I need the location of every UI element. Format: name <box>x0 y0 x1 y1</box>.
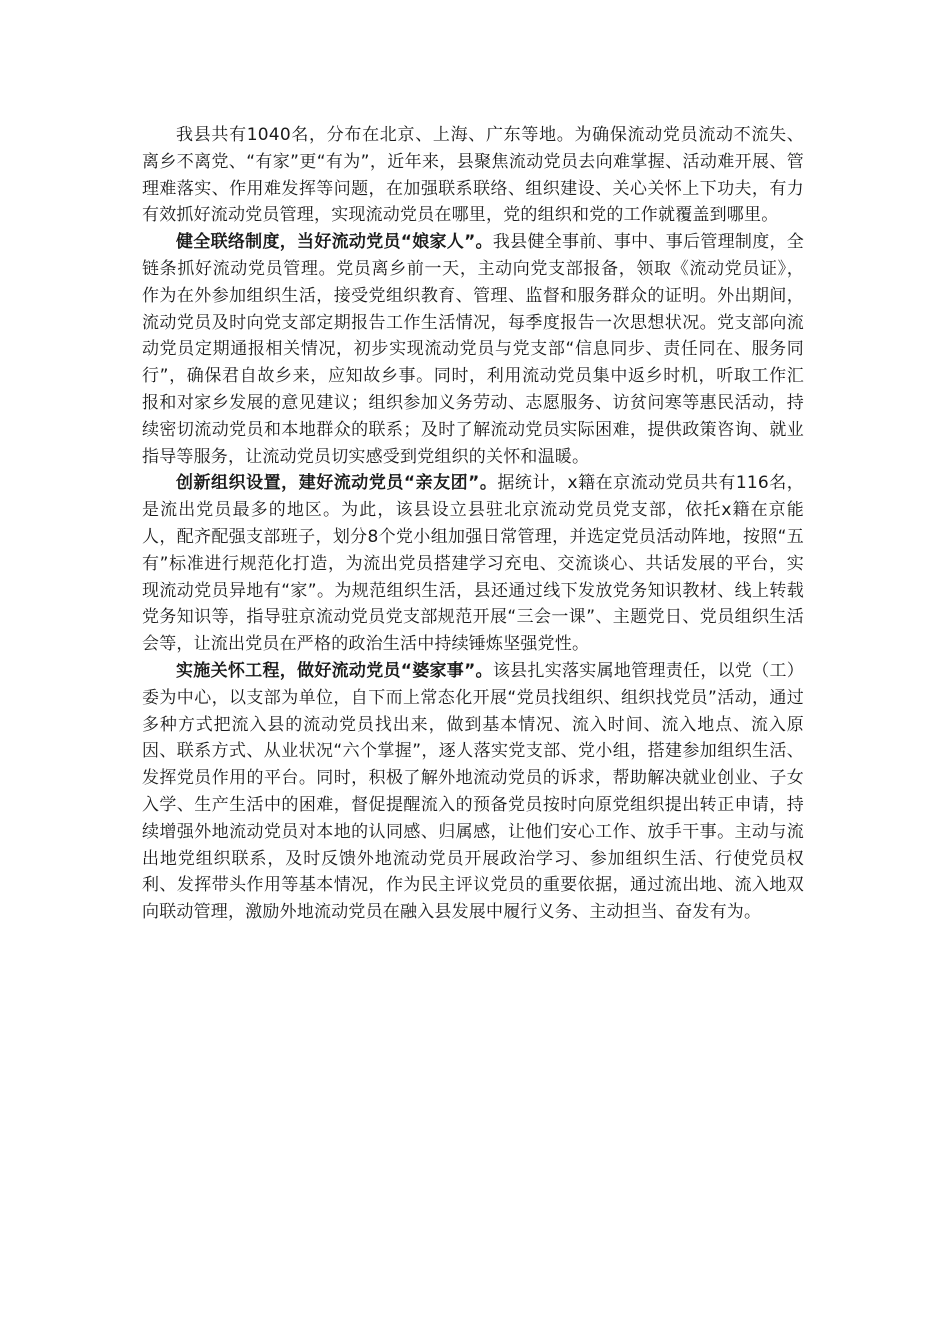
paragraph-intro <box>142 122 804 229</box>
paragraph-organization-heading: 创新组织设置，建好流动党员“亲友团”。 <box>176 473 498 494</box>
paragraph-care-text: 该县扎实落实属地管理责任，以党（工）委为中心，以支部为单位，自下而上常态化开展“党员找组织、组织找党员”活动，通过多种方式把流入县的流动党员找出来，做到基本情况、流入时间、流入地点、流入原因、联系方式、从业状况“六个掌握”，逐人落实党支部、党小组，搭建参加组织生活、发挥党员作用的平台。同时，积极了解外地流动党员的诉求，帮助解决就业创业、子女入学、生产生活中的困难，督促提醒流入的预备党员按时向原党组织提出转正申请，持续增强外地流动党员对本地的认同感、归属感，让他们安心工作、放手干事。主动与流出地党组织联系，及时反馈外地流动党员开展政治学习、参加组织生活、行使党员权利、发挥带头作用等基本情况，作为民主评议党员的重要依据，通过流出地、流入地双向联动管理，激励外地流动党员在融入县发展中履行义务、主动担当、奋发有为。 <box>142 660 804 923</box>
paragraph-organization-text: 据统计，x籍在京流动党员共有116名，是流出党员最多的地区。为此，该县设立县驻北京流动党员党支部，依托x籍在京能人，配齐配强支部班子，划分8个党小组加强日常管理，并选定党员活动阵地，按照“五有”标准进行规范化打造，为流出党员搭建学习充电、交流谈心、共话发展的平台，实现流动党员异地有“家”。为规范组织生活，县还通过线下发放党务知识教材、线上转载党务知识等，指导驻京流动党员党支部规范开展“三会一课”、主题党日、党员组织生活会等，让流出党员在严格的政治生活中持续锤炼坚强党性。 <box>142 473 804 655</box>
paragraph-organization-setup <box>142 470 804 658</box>
paragraph-liaison-heading: 健全联络制度，当好流动党员“娘家人”。 <box>176 232 493 253</box>
document-body <box>142 122 804 926</box>
paragraph-care-project <box>142 658 804 926</box>
paragraph-intro-text: 我县共有1040名，分布在北京、上海、广东等地。为确保流动党员流动不流失、离乡不离党、“有家”更“有为”，近年来，县聚焦流动党员去向难掌握、活动难开展、管理难落实、作用难发挥等问题，在加强联系联络、组织建设、关心关怀上下功夫，有力有效抓好流动党员管理，实现流动党员在哪里，党的组织和党的工作就覆盖到哪里。 <box>142 125 804 226</box>
paragraph-liaison-system <box>142 229 804 470</box>
paragraph-care-heading: 实施关怀工程，做好流动党员“婆家事”。 <box>176 660 493 681</box>
paragraph-liaison-text: 我县健全事前、事中、事后管理制度，全链条抓好流动党员管理。党员离乡前一天，主动向党支部报备，领取《流动党员证》，作为在外参加组织生活，接受党组织教育、管理、监督和服务群众的证明。外出期间，流动党员及时向党支部定期报告工作生活情况，每季度报告一次思想状况。党支部向流动党员定期通报相关情况，初步实现流动党员与党支部“信息同步、责任同在、服务同行”，确保君自故乡来，应知故乡事。同时，利用流动党员集中返乡时机，听取工作汇报和对家乡发展的意见建议；组织参加义务劳动、志愿服务、访贫问寒等惠民活动，持续密切流动党员和本地群众的联系；及时了解流动党员实际困难，提供政策咨询、就业指导等服务，让流动党员切实感受到党组织的关怀和温暖。 <box>142 232 804 467</box>
